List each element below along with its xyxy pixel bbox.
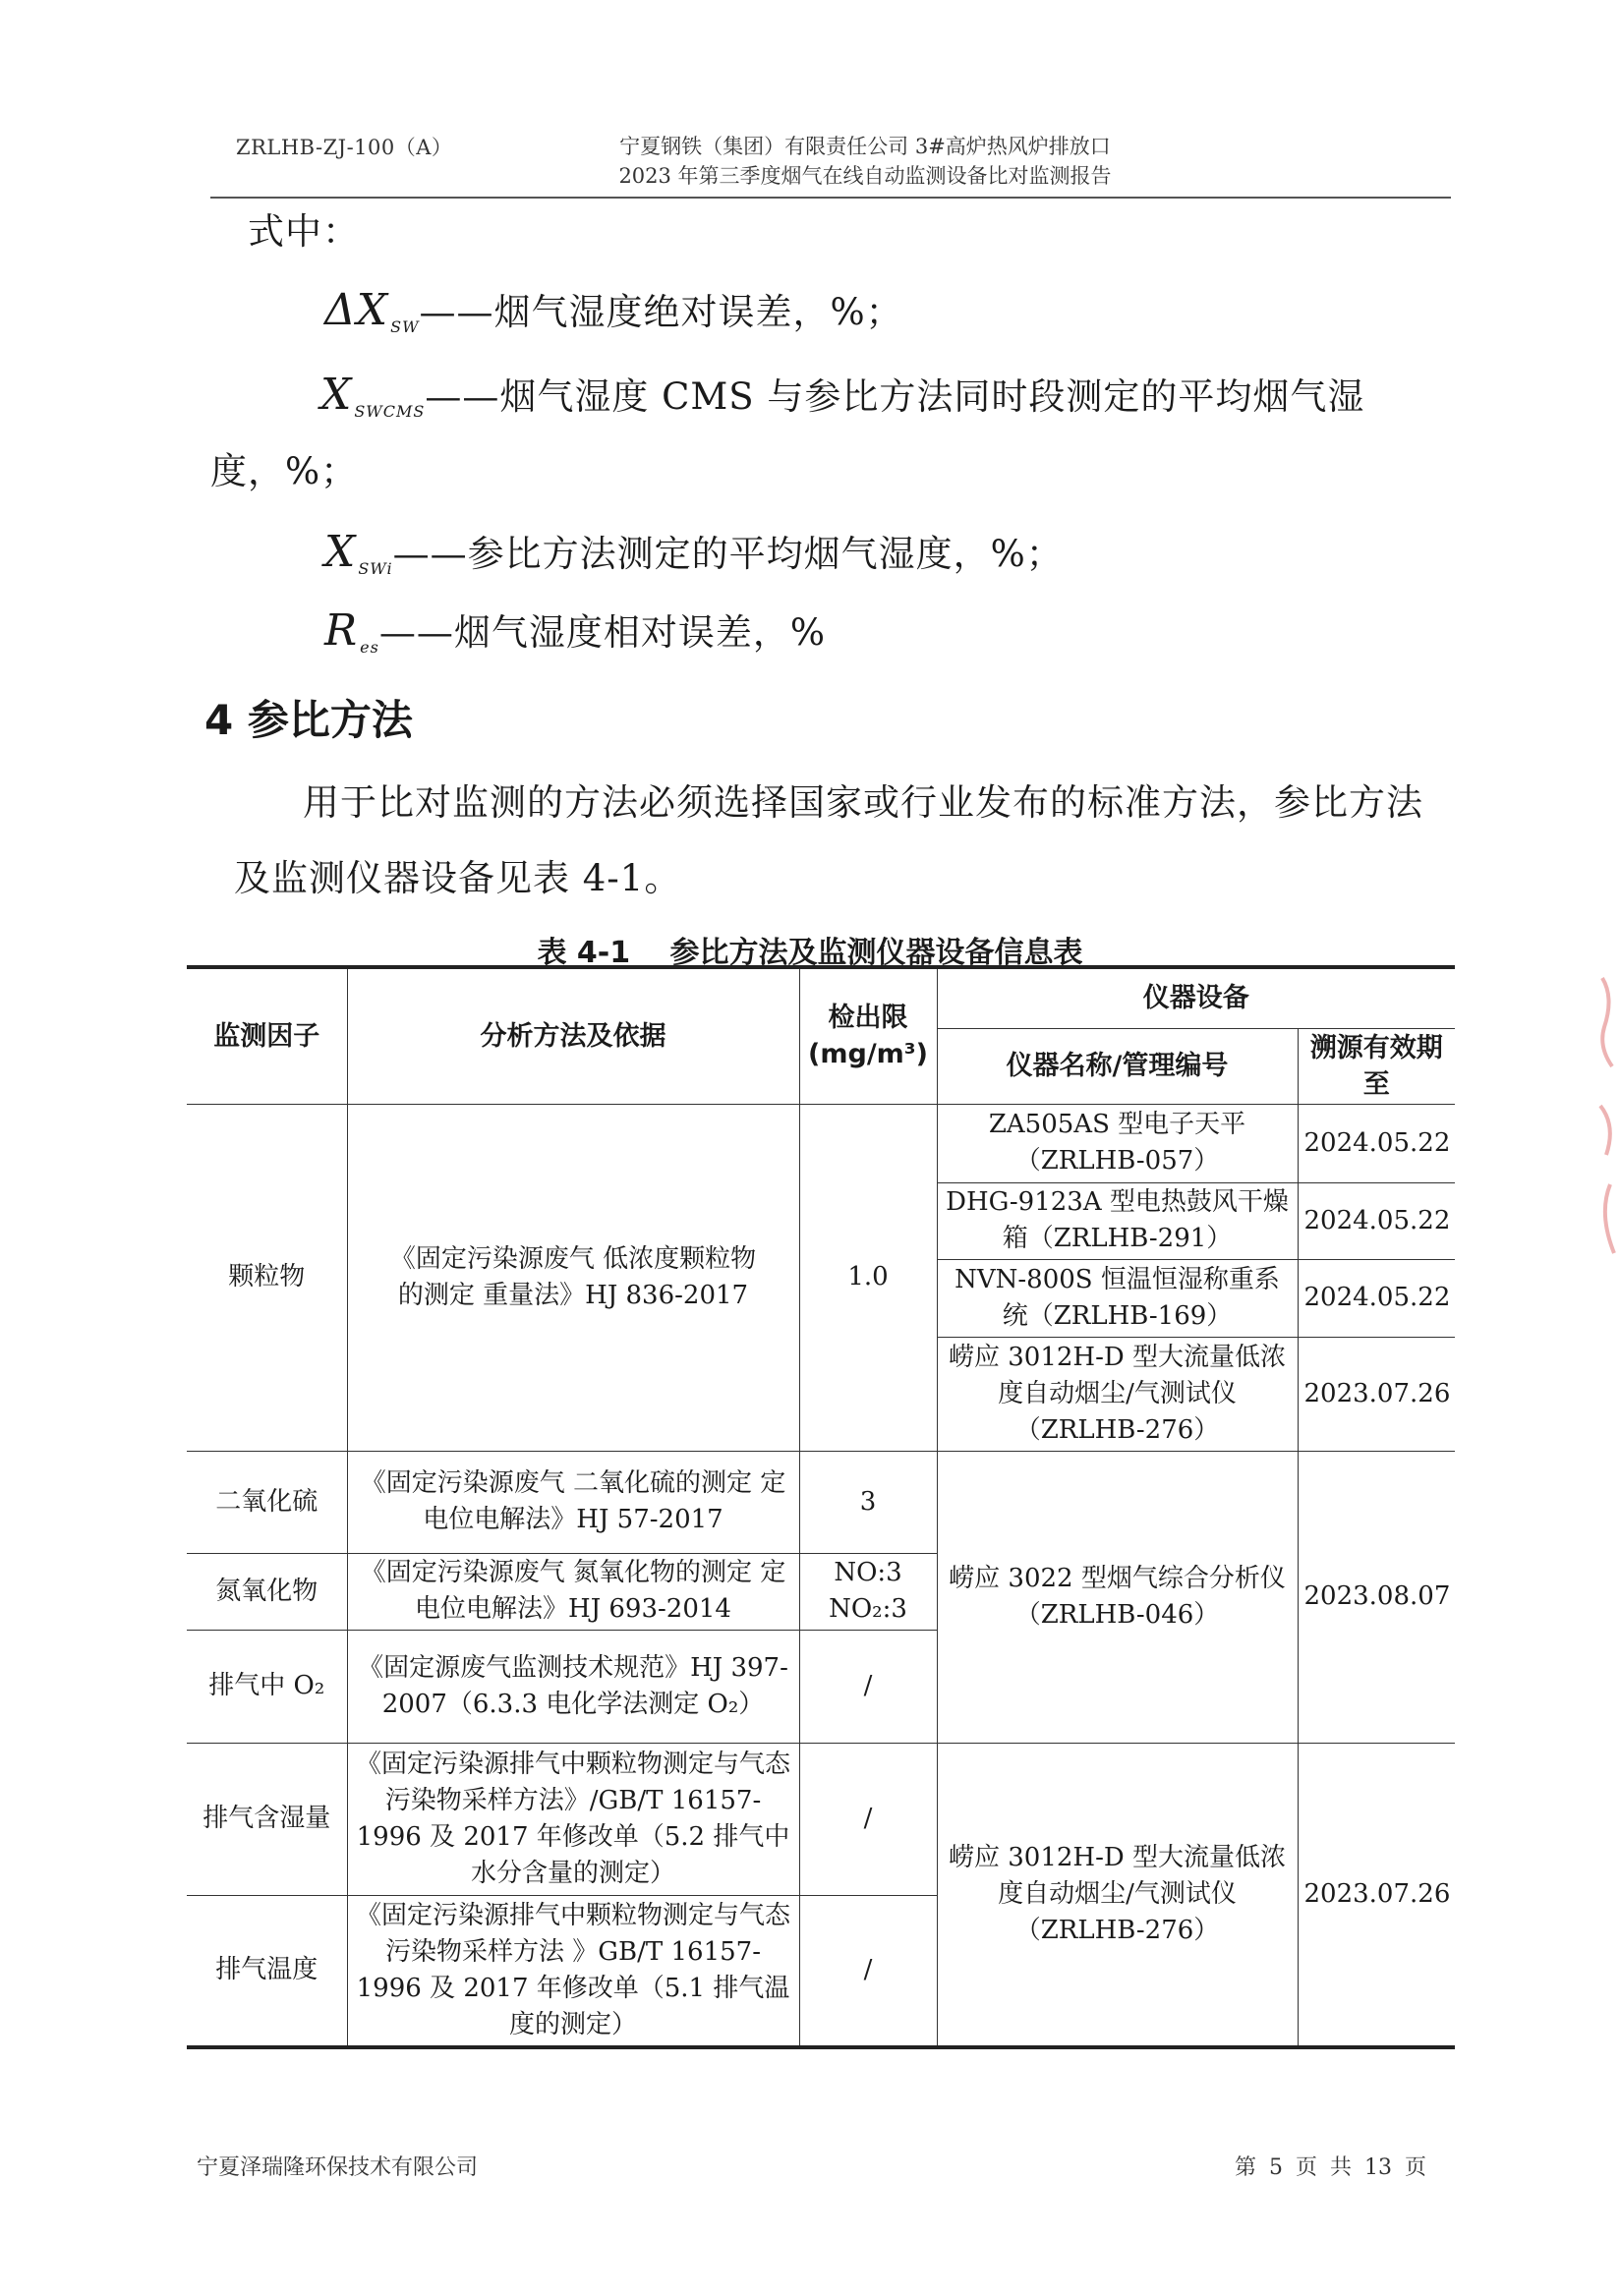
- header-title-line-1: 宁夏钢铁（集团）有限责任公司 3#高炉热风炉排放口: [619, 135, 1111, 158]
- limit-nox: [799, 1553, 937, 1630]
- symbol-subscript: SWCMS: [354, 402, 426, 421]
- instrument-valid: 2024.05.22: [1298, 1182, 1455, 1259]
- header-document-code: ZRLHB-ZJ-100（A）: [236, 136, 453, 159]
- instrument-valid: 2024.05.22: [1298, 1104, 1455, 1182]
- method-nox: 《固定污染源废气 氮氧化物的测定 定电位电解法》HJ 693-2014: [347, 1553, 799, 1630]
- definition-text: ——参比方法测定的平均烟气湿度，%；: [392, 533, 1064, 575]
- factor-nox: 氮氧化物: [187, 1553, 347, 1630]
- method-o2: 《固定源废气监测技术规范》HJ 397-2007（6.3.3 电化学法测定 O₂）: [347, 1630, 799, 1743]
- limit-no2: NO₂:3: [829, 1594, 907, 1624]
- definition-text: ——烟气湿度绝对误差，%；: [419, 291, 903, 333]
- symbol-subscript: SWi: [358, 559, 393, 578]
- definition-rel-error: [324, 605, 826, 661]
- section-title: 4 参比方法: [204, 696, 413, 744]
- reference-method-table: [187, 965, 1455, 2049]
- limit-temperature: /: [799, 1895, 937, 2047]
- definition-ref-humidity: [324, 527, 1064, 583]
- instrument-name: ZA505AS 型电子天平（ZRLHB-057）: [937, 1104, 1298, 1182]
- symbol: X: [324, 527, 357, 577]
- symbol: ΔX: [324, 285, 389, 335]
- footer-company: 宁夏泽瑞隆环保技术有限公司: [197, 2155, 479, 2180]
- header-report-title: [550, 132, 1180, 191]
- factor-moisture: 排气含湿量: [187, 1743, 347, 1895]
- limit-particulate: 1.0: [799, 1104, 937, 1451]
- method-temperature: 《固定污染源排气中颗粒物测定与气态污染物采样方法 》GB/T 16157-1996 及 2017 年修改单（5.1 排气温度的测定）: [347, 1895, 799, 2047]
- method-particulate: 《固定污染源废气 低浓度颗粒物的测定 重量法》HJ 836-2017: [347, 1104, 799, 1451]
- instrument-gas-analyzer: 崂应 3022 型烟气综合分析仪（ZRLHB-046）: [937, 1451, 1298, 1743]
- factor-temperature: 排气温度: [187, 1895, 347, 2047]
- header-divider: [210, 197, 1451, 199]
- definition-cms-humidity: [320, 370, 1365, 426]
- instrument-valid: 2023.07.26: [1298, 1337, 1455, 1451]
- header-factor: 监测因子: [187, 967, 347, 1104]
- definition-text: ——烟气湿度相对误差，%: [378, 611, 826, 654]
- header-valid-until: 溯源有效期至: [1298, 1028, 1455, 1104]
- header-equipment: 仪器设备: [937, 967, 1455, 1028]
- header-title-line-2: 2023 年第三季度烟气在线自动监测设备比对监测报告: [618, 164, 1112, 188]
- instrument-name: 崂应 3012H-D 型大流量低浓度自动烟尘/气测试仪（ZRLHB-276）: [937, 1337, 1298, 1451]
- definition-abs-error: [324, 285, 903, 341]
- instrument-valid: 2024.05.22: [1298, 1259, 1455, 1337]
- seal-stamp-edge: [1594, 958, 1620, 1283]
- stamp-mark: [1600, 978, 1614, 1253]
- section-paragraph-line-1: 用于比对监测的方法必须选择国家或行业发布的标准方法，参比方法: [303, 781, 1423, 824]
- definition-continuation: 度，%；: [210, 450, 359, 492]
- symbol: R: [324, 605, 359, 656]
- method-moisture: 《固定污染源排气中颗粒物测定与气态污染物采样方法》/GB/T 16157-1996 及 2017 年修改单（5.2 排气中水分含量的测定）: [347, 1743, 799, 1895]
- factor-o2: 排气中 O₂: [187, 1630, 347, 1743]
- valid-flow-tester: 2023.07.26: [1298, 1743, 1455, 2047]
- header-limit-unit: (mg/m³): [808, 1039, 928, 1070]
- symbol-subscript: SW: [390, 317, 420, 336]
- factor-so2: 二氧化硫: [187, 1451, 347, 1553]
- definition-text: ——烟气湿度 CMS 与参比方法同时段测定的平均烟气湿: [425, 375, 1365, 418]
- header-method: 分析方法及依据: [347, 967, 799, 1104]
- method-so2: 《固定污染源废气 二氧化硫的测定 定电位电解法》HJ 57-2017: [347, 1451, 799, 1553]
- section-paragraph-line-2: 及监测仪器设备见表 4-1。: [234, 857, 682, 899]
- limit-no: NO:3: [834, 1558, 902, 1587]
- header-limit-label: 检出限: [828, 1003, 908, 1034]
- footer-page-number: 第 5 页 共 13 页: [1235, 2155, 1426, 2180]
- header-limit: [799, 967, 937, 1104]
- symbol-subscript: es: [360, 638, 379, 657]
- formula-intro: 式中：: [248, 210, 360, 253]
- limit-so2: 3: [799, 1451, 937, 1553]
- limit-o2: /: [799, 1630, 937, 1743]
- symbol: X: [320, 370, 353, 420]
- instrument-name: NVN-800S 恒温恒湿称重系统（ZRLHB-169）: [937, 1259, 1298, 1337]
- instrument-flow-tester: 崂应 3012H-D 型大流量低浓度自动烟尘/气测试仪（ZRLHB-276）: [937, 1743, 1298, 2047]
- valid-gas-analyzer: 2023.08.07: [1298, 1451, 1455, 1743]
- table-caption: 表 4-1 参比方法及监测仪器设备信息表: [537, 936, 1083, 970]
- factor-particulate: 颗粒物: [187, 1104, 347, 1451]
- header-instrument: 仪器名称/管理编号: [937, 1028, 1298, 1104]
- limit-moisture: /: [799, 1743, 937, 1895]
- instrument-name: DHG-9123A 型电热鼓风干燥箱（ZRLHB-291）: [937, 1182, 1298, 1259]
